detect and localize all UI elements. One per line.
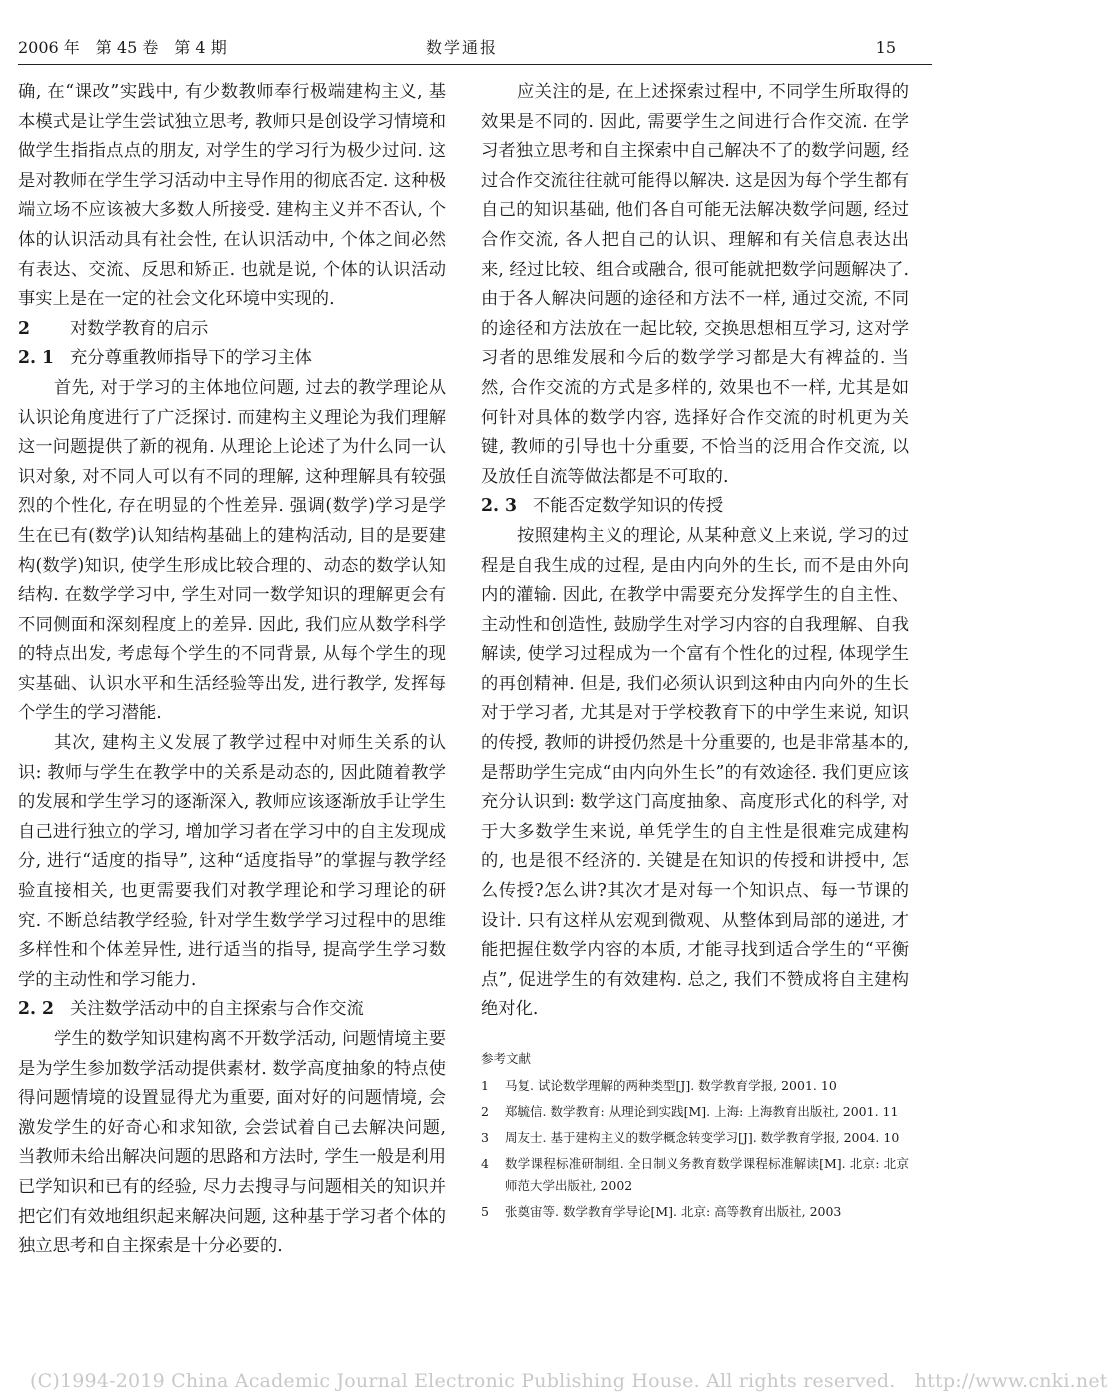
page-number: 15: [875, 38, 896, 57]
copyright-watermark: (C)1994-2019 China Academic Journal Electronic Publishing House. All rights reserved. http://www.cnki.net: [30, 1370, 1108, 1392]
reference-number: 1: [481, 1078, 489, 1093]
reference-text: 马复. 试论数学理解的两种类型[J]. 数学教育学报, 2001. 10: [505, 1078, 837, 1093]
reference-text: 周友士. 基于建构主义的数学概念转变学习[J]. 数学教育学报, 2004. 10: [505, 1130, 900, 1145]
reference-text: 数学课程标准研制组. 全日制义务教育数学课程标准解读[M]. 北京: 北京师范大学出版社, 2002: [505, 1156, 909, 1193]
reference-text: 张奠宙等. 数学教育学导论[M]. 北京: 高等教育出版社, 2003: [505, 1204, 842, 1219]
subsection-heading-2-3: [481, 492, 909, 522]
subsection-title: 不能否定数学知识的传授: [533, 496, 724, 517]
subsection-title: 充分尊重教师指导下的学习主体: [70, 348, 312, 369]
paragraph: 首先, 对于学习的主体地位问题, 过去的教学理论从认识论角度进行了广泛探讨. 而建构主义理论为我们理解这一问题提供了新的视角. 从理论上论述了为什么同一认识对象, 对不同人可以有不同的理解, 这种理解具有较强烈的个性化, 存在明显的个性差异. 强调(数学)学习是学生在已有(数学)认知结构基础上的建构活动, 目的是要建构(数学)知识, 使学生形成比较合理的、动态的数学认知结构. 在数学学习中, 学生对同一数学知识的理解更会有不同侧面和深刻程度上的差异. 因此, 我们应从数学科学的特点出发, 考虑每个学生的不同背景, 从每个学生的现实基础、认识水平和生活经验等出发, 进行教学, 发挥每个学生的学习潜能.: [18, 377, 446, 724]
paragraph: 按照建构主义的理论, 从某种意义上来说, 学习的过程是自我生成的过程, 是由内向外的生长, 而不是由外向内的灌输. 因此, 在教学中需要充分发挥学生的自主性、主动性和创造性, 鼓励学生对学习内容的自我理解、自我解读, 使学习过程成为一个富有个性化的过程, 体现学生的再创精神. 但是, 我们必须认识到这种由内向外的生长对于学习者, 尤其是对于学校教育下的中学生来说, 知识的传授, 教师的讲授仍然是十分重要的, 也是非常基本的, 是帮助学生完成“由内向外生长”的有效途径. 我们更应该充分认识到: 数学这门高度抽象、高度形式化的科学, 对于大多数学生来说, 单凭学生的自主性是很难完成建构的, 也是很不经济的. 关键是在知识的传授和讲授中, 怎么传授?怎么讲?其次才是对每一个知识点、每一节课的设计. 只有这样从宏观到微观、从整体到局部的递进, 才能把握住数学内容的本质, 才能寻找到适合学生的“平衡点”, 促进学生的有效建构. 总之, 我们不赞成将自主建构绝对化.: [481, 525, 909, 1020]
subsection-number: 2. 1: [18, 348, 55, 369]
header-rule: [18, 64, 932, 65]
subsection-heading-2-1: [18, 344, 446, 374]
reference-number: 2: [481, 1104, 489, 1119]
reference-item: [481, 1153, 909, 1197]
running-header: [18, 36, 932, 60]
reference-item: [481, 1101, 909, 1123]
reference-item: [481, 1127, 909, 1149]
paragraph-continued: 确, 在“课改”实践中, 有少数教师奉行极端建构主义, 基本模式是让学生尝试独立思考, 教师只是创设学习情境和做学生指指点点的朋友, 对学生的学习行为极少过问. 这是对教师在学生学习活动中主导作用的彻底否定. 这种极端立场不应该被大多数人所接受. 建构主义并不否认, 个体的认识活动具有社会性, 在认识活动中, 个体之间必然有表达、交流、反思和矫正. 也就是说, 个体的认识活动事实上是在一定的社会文化环境中实现的.: [18, 82, 446, 310]
paragraph: 其次, 建构主义发展了教学过程中对师生关系的认识: 教师与学生在教学中的关系是动态的, 因此随着教学的发展和学生学习的逐渐深入, 教师应该逐渐放手让学生自己进行独立的学习, 增加学习者在学习中的自主发现成分, 进行“适度的指导”, 这种“适度指导”的掌握与教学经验直接相关, 也更需要我们对教学理论和学习理论的研究. 不断总结教学经验, 针对学生数学学习过程中的思维多样性和个体差异性, 进行适当的指导, 提高学生学习数学的主动性和学习能力.: [18, 733, 446, 990]
reference-text: 郑毓信. 数学教育: 从理论到实践[M]. 上海: 上海教育出版社, 2001. 11: [505, 1104, 899, 1119]
subsection-number: 2. 3: [481, 496, 518, 517]
issue-info: 2006 年 第 45 卷 第 4 期: [18, 38, 227, 57]
paragraph: 学生的数学知识建构离不开数学活动, 问题情境主要是为学生参加数学活动提供素材. 数学高度抽象的特点使得问题情境的设置显得尤为重要, 面对好的问题情境, 会激发学生的好奇心和求知欲, 会尝试着自己去解决问题, 当教师未给出解决问题的思路和方法时, 学生一般是利用已学知识和已有的经验, 尽力去搜寻与问题相关的知识并把它们有效地组织起来解决问题, 这种基于学习者个体的独立思考和自主探索是十分必要的.: [18, 1029, 446, 1257]
section-number: 2: [18, 318, 31, 339]
reference-number: 5: [481, 1204, 489, 1219]
paragraph: 应关注的是, 在上述探索过程中, 不同学生所取得的效果是不同的. 因此, 需要学生之间进行合作交流. 在学习者独立思考和自主探索中自己解决不了的数学问题, 经过合作交流往往就可能得以解决. 这是因为每个学生都有自己的知识基础, 他们各自可能无法解决数学问题, 经过合作交流, 各人把自己的认识、理解和有关信息表达出来, 经过比较、组合或融合, 很可能就把数学问题解决了. 由于各人解决问题的途径和方法不一样, 通过交流, 不同的途径和方法放在一起比较, 交换思想相互学习, 这对学习者的思维发展和今后的数学学习都是大有裨益的. 当然, 合作交流的方式是多样的, 效果也不一样, 尤其是如何针对具体的数学内容, 选择好合作交流的时机更为关键, 教师的引导也十分重要, 不恰当的泛用合作交流, 以及放任自流等做法都是不可取的.: [481, 82, 909, 487]
references-title: 参考文献: [481, 1051, 532, 1066]
reference-number: 4: [481, 1156, 489, 1171]
section-title: 对数学教育的启示: [70, 318, 209, 339]
reference-number: 3: [481, 1130, 489, 1145]
subsection-heading-2-2: [18, 995, 446, 1025]
section-heading-2: [18, 315, 446, 345]
left-column: [18, 78, 446, 1262]
subsection-number: 2. 2: [18, 999, 55, 1020]
reference-item: [481, 1201, 909, 1223]
reference-item: [481, 1075, 909, 1097]
references-section: [481, 1045, 909, 1223]
right-column: [481, 78, 909, 1227]
subsection-title: 关注数学活动中的自主探索与合作交流: [70, 999, 364, 1020]
journal-title: 数学通报: [426, 38, 499, 57]
